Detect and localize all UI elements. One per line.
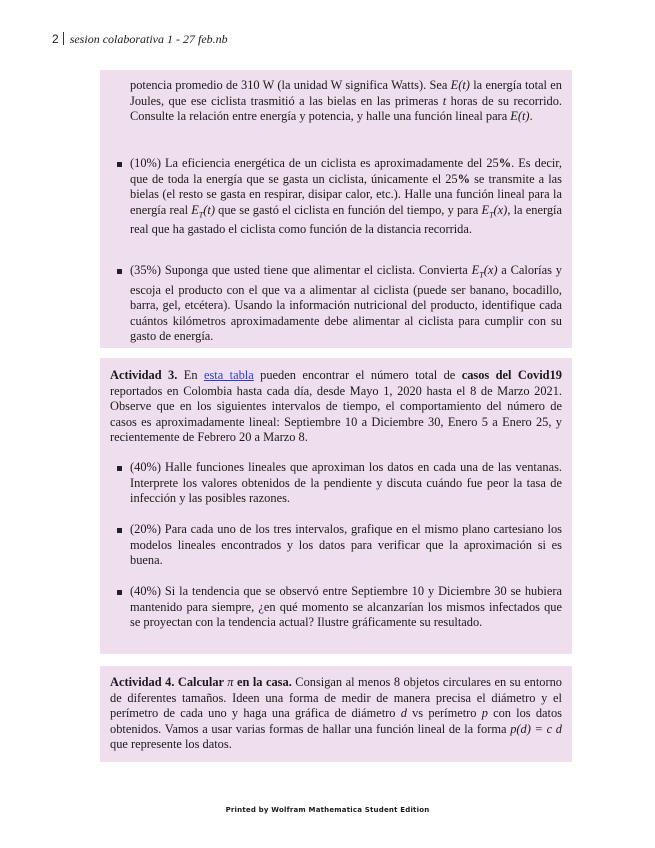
notebook-title: sesion colaborativa 1 - 27 feb.nb [69, 32, 228, 46]
bullet-item: (40%) Si la tendencia que se observó entre Septiembre 10 y Diciembre 30 se hubiera mantenido para siempre, ¿en qué momento se alcanzarían los mismos infectados que se proyectan con la tendencia actual? Ilustre gráficamente su resultado. [117, 584, 562, 631]
bullet-square-icon [117, 590, 122, 595]
table-link[interactable]: esta tabla [203, 368, 254, 382]
bullet-item: (35%) Suponga que usted tiene que alimentar el ciclista. Convierta $E_T(x)$ a Calorías y escoja el producto con el que va a alimentar al ciclista (puede ser banano, bocadillo, barra, gel, etcétera). Usando la información nutricional del producto, identifique cada cuántos kilómetros aproximadamente debe alimentar al ciclista para cumplir con su gasto de energía. [117, 263, 562, 345]
continuation-paragraph: potencia promedio de 310 W (la unidad W significa Watts). Sea E(t) la energía total en Joules, que ese ciclista trasmitió a las bielas en las primeras t horas de su recorrido. Consulte la relación entre energía y potencia, y halle una función lineal para E(t). [130, 78, 562, 123]
bullet-item: (10%) La eficiencia energética de un ciclista es aproximadamente del 25%. Es decir, que de toda la energía que se gasta un ciclista, únicamente el 25% se transmite a las bielas (el resto se gasta en respirar, disipar calor, etc.). Halle una función lineal para la energía real $E_T(t)$ que se gastó el ciclista en función del tiempo, y para $E_T(x)$, la energía real que ha gastado el ciclista como función de la distancia recorrida. [117, 156, 562, 238]
activity-3-cell [100, 358, 572, 654]
bullet-item: (40%) Halle funciones lineales que aproximan los datos en cada una de las ventanas. Interprete los valores obtenidos de la pendiente y discuta cuándo fue peor la tasa de infección y las posibles razones. [117, 460, 562, 507]
activity-2-cell [100, 70, 572, 348]
page-number: 2 [52, 32, 59, 46]
math-E-t: E(t) [510, 109, 530, 123]
math-pi: π [227, 675, 234, 689]
math-E-t: E(t) [450, 78, 470, 92]
header-divider [63, 32, 64, 45]
bullet-square-icon [117, 528, 122, 533]
math-t: t [442, 93, 447, 108]
activity-4-cell [100, 666, 572, 762]
bullet-square-icon [117, 269, 122, 274]
print-footer: Printed by Wolfram Mathematica Student Edition [225, 806, 430, 814]
activity-3-intro: Actividad 3. En esta tabla pueden encontrar el número total de casos del Covid19 reportados en Colombia hasta cada día, desde Mayo 1, 2020 hasta el 8 de Marzo 2021. Observe que en los siguientes intervalos de tiempo, el comportamiento del número de casos es aproximadamente lineal: Septiembre 10 a Diciembre 30, Enero 5 a Enero 25, y recientemente de Febrero 20 a Marzo 8. [110, 368, 562, 444]
bullet-item: (20%) Para cada uno de los tres intervalos, grafique en el mismo plano cartesiano los modelos lineales encontrados y los datos para verificar que la aproximación si es buena. [117, 522, 562, 569]
activity-4-paragraph: Actividad 4. Calcular π en la casa. Consigan al menos 8 objetos circulares en su entorno de diferentes tamaños. Ideen una forma de medir de manera precisa el diámetro y el perímetro de cada uno y haga una gráfica de diámetro d vs perímetro p con los datos obtenidos. Vamos a usar varias formas de hallar una función lineal de la forma p(d) = c d que represente los datos. [110, 675, 563, 751]
page-header [52, 32, 228, 50]
bullet-square-icon [117, 466, 122, 471]
bullet-square-icon [117, 162, 122, 167]
